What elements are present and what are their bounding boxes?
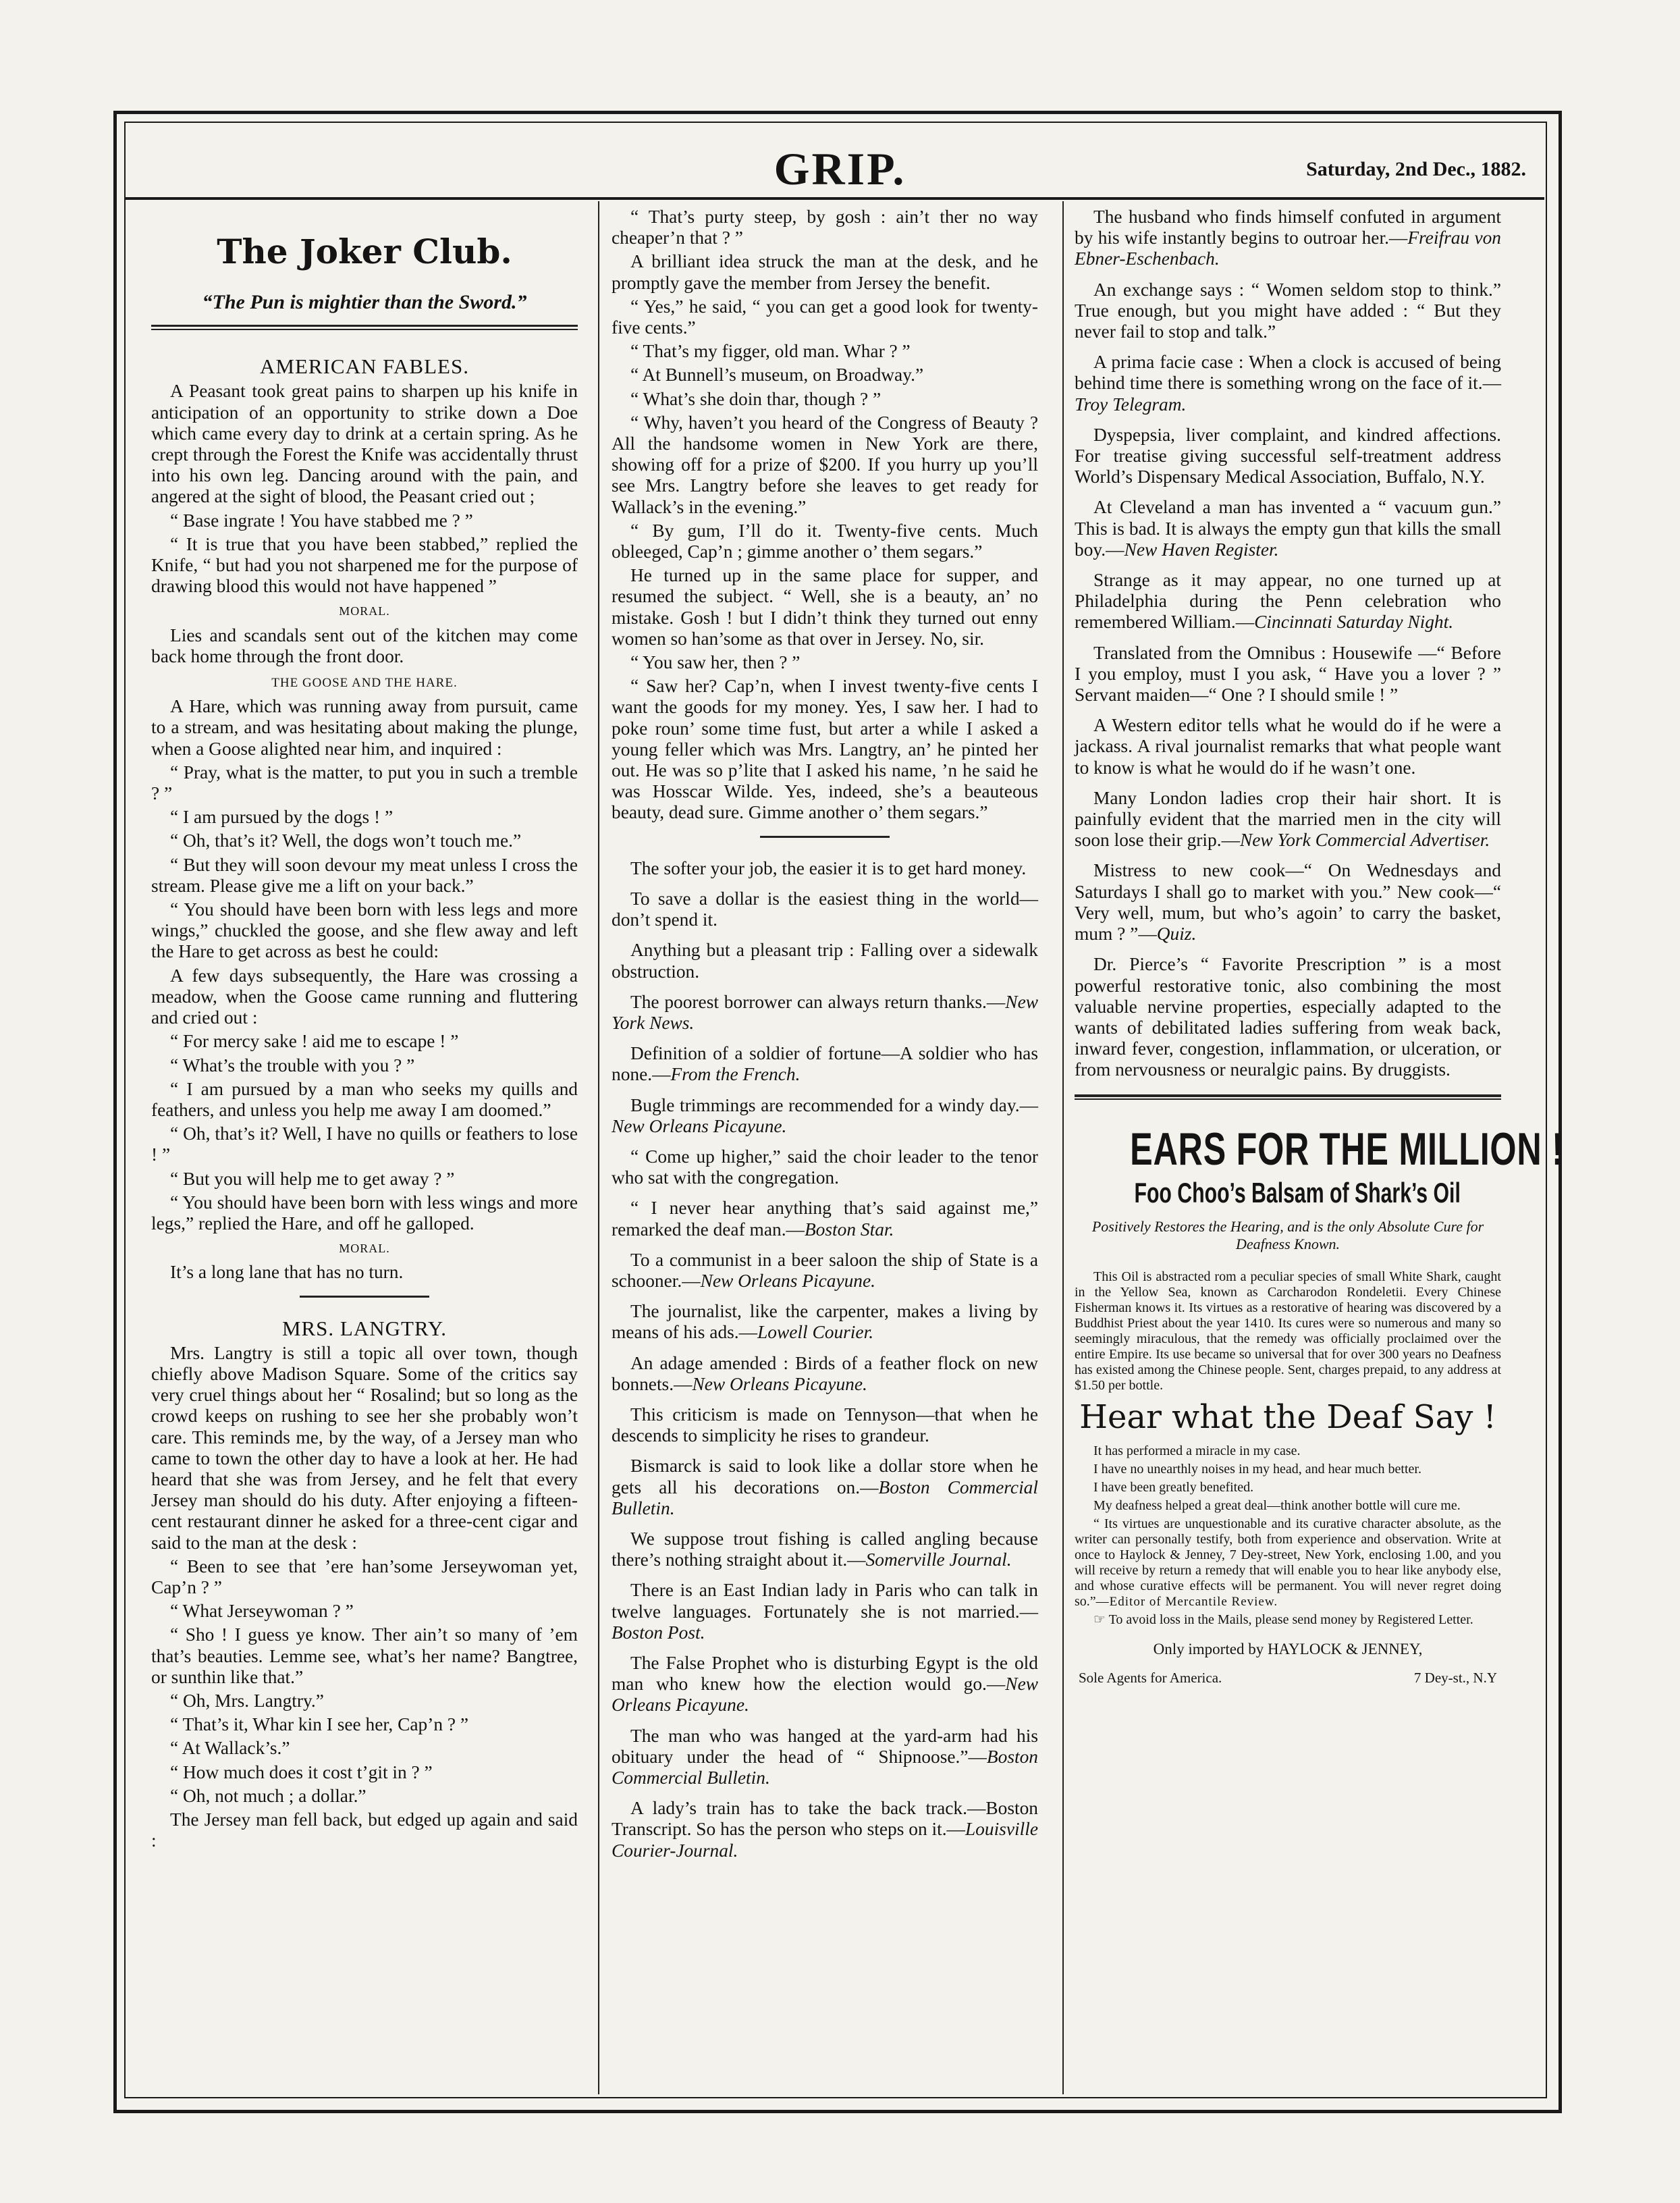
- paragraph: [612, 1529, 1038, 1570]
- paragraph-text: A prima facie case : When a clock is accused of being behind time there is something wrong on the face of it.—: [1075, 352, 1501, 394]
- paragraph: Mrs. Langtry is still a topic all over town, though chiefly above Madison Square. Some of the critics say very cruel things about her “ Rosalind; but so long as the crowd keeps on rushing to see her she probably won’t care. This reminds me, by the way, of a Jersey man who came to town the other day to have a look at her. He had heard that she was from Jersey, and he felt that every Jersey man should do his duty. After enjoying a fifteen-cent restaurant dinner he asked for a three-cent cigar and said to the man at the desk :: [151, 1342, 578, 1553]
- paragraph: [612, 1653, 1038, 1716]
- source-credit: Louisville Courier-Journal.: [612, 1819, 1038, 1861]
- paragraph: [1075, 643, 1501, 706]
- paragraph: A few days subsequently, the Hare was crossing a meadow, when the Goose came running and fluttering and cried out :: [151, 965, 578, 1028]
- paragraph: “ Yes,” he said, “ you can get a good look for twenty-five cents.”: [612, 296, 1038, 338]
- paragraph-text: Bugle trimmings are recommended for a windy day.—: [630, 1094, 1038, 1115]
- paragraph-text: A lady’s train has to take the back track.—Boston Transcript. So has the person who steps on it.—: [612, 1798, 1038, 1840]
- paragraph-text: Mistress to new cook—“ On Wednesdays and Saturdays I shall go to market with you.” New cook—“ Very well, mum, but who’s agoin’ to carry the basket, mum ? ”—: [1075, 860, 1501, 945]
- paragraph-text: The journalist, like the carpenter, makes a living by means of his ads.—: [612, 1301, 1038, 1343]
- header-rule: [126, 197, 1544, 200]
- source-credit: New Orleans Picayune.: [692, 1373, 867, 1394]
- source-credit: Quiz.: [1156, 924, 1197, 945]
- paragraph: “ But you will help me to get away ? ”: [170, 1168, 455, 1189]
- paragraph: “ At Bunnell’s museum, on Broadway.”: [630, 365, 924, 386]
- paragraph: “ But they will soon devour my meat unless I cross the stream. Please give me a lift on your back.”: [151, 854, 578, 896]
- ad-subhead: Foo Choo’s Balsam of Shark’s Oil: [1134, 1176, 1461, 1209]
- source-credit: Freifrau von Ebner-Eschenbach.: [1075, 228, 1501, 269]
- source-credit: Boston Post.: [612, 1622, 705, 1643]
- paragraph: [612, 1301, 1038, 1343]
- paragraph-list: [1075, 207, 1501, 1081]
- paragraph: [1075, 425, 1501, 488]
- ad-mail-note: ☞ To avoid loss in the Mails, please send money by Registered Letter.: [1093, 1612, 1473, 1627]
- paragraph: [612, 858, 1038, 879]
- paragraph-text: Dr. Pierce’s “ Favorite Prescription ” is a most powerful restorative tonic, also combining the most valuable nervine properties, especially adapted to the wants of debilitated ladies suffering from weak back, inward fever, congestion, inflammation, or ulceration, or from nervousness or neuralgic pains. By druggists.: [1075, 954, 1501, 1080]
- paragraph: “ What Jerseywoman ? ”: [170, 1601, 354, 1622]
- ad-footer-right: 7 Dey-st., N.Y: [1413, 1669, 1497, 1686]
- paragraph: “ Been to see that ’ere han’some Jerseywoman yet, Cap’n ? ”: [151, 1556, 578, 1597]
- section-rule: [151, 325, 578, 330]
- paragraph: “ Oh, Mrs. Langtry.”: [170, 1690, 324, 1711]
- paragraph-text: There is an East Indian lady in Paris who can talk in twelve languages. Fortunately she is not married.—: [612, 1580, 1038, 1622]
- paragraph-text: An exchange says : “ Women seldom stop to think.” True enough, but you might have added : “ But they never fail to stop and talk.”: [1075, 279, 1501, 342]
- ad-endorsement-text: “ Its virtues are unquestionable and its curative character absolute, as the writer can personally testify, both from experience and observation. Write at once to Haylock & Jenney, 7 Dey-street, New York, enclosing 1.00, and you will receive by return a remedy that will enable you to hear like anybody else, and whose curative effects will be permanent. You will never regret doing so.”: [1075, 1516, 1501, 1609]
- source-credit: Boston Commercial Bulletin.: [612, 1746, 1038, 1788]
- paragraph-text: Strange as it may appear, no one turned up at Philadelphia during the Penn celebration who remembered William.—: [1075, 570, 1501, 633]
- column-1: [151, 207, 578, 1854]
- paragraph: [612, 1250, 1038, 1292]
- paragraph: [1075, 207, 1501, 270]
- paragraph: [612, 1198, 1038, 1240]
- column-2: [612, 207, 1038, 1864]
- paragraph: [612, 1456, 1038, 1519]
- ad-tagline: Positively Restores the Hearing, and is the only Absolute Cure for Deafness Known.: [1091, 1217, 1484, 1252]
- advertisement-rule: [1075, 1094, 1501, 1100]
- article-heading: MRS. LANGTRY.: [281, 1316, 448, 1340]
- paragraph: “ You should have been born with less legs and more wings,” chuckled the goose, and she flew away and left the Hare to get across as best he could:: [151, 899, 578, 962]
- paragraph: A brilliant idea struck the man at the desk, and he promptly gave the member from Jersey the benefit.: [612, 251, 1038, 293]
- paragraph-text: We suppose trout fishing is called angling because there’s nothing straight about it.—: [612, 1528, 1038, 1570]
- source-credit: New York Commercial Advertiser.: [1239, 830, 1490, 851]
- paragraph-text: To save a dollar is the easiest thing in the world—don’t spend it.: [612, 888, 1038, 930]
- advertisement: [1075, 1123, 1564, 1689]
- paragraph: [612, 1404, 1038, 1446]
- ad-testimonial: It has performed a miracle in my case.: [1093, 1443, 1301, 1458]
- moral-text: It’s a long lane that has no turn.: [170, 1262, 404, 1283]
- paragraph-text: “ Come up higher,” said the choir leader to the tenor who sat with the congregation.: [612, 1146, 1038, 1188]
- paragraph-text: Translated from the Omnibus : Housewife —“ Before I you employ, must I you ask, “ Have you a lover ? ” Servant maiden—“ One ? I should smile ! ”: [1075, 642, 1501, 706]
- paragraph: [612, 1043, 1038, 1085]
- column-3: [1075, 207, 1564, 1689]
- section-title: The Joker Club.: [217, 232, 512, 271]
- paragraph: “ That’s it, Whar kin I see her, Cap’n ? ”: [170, 1714, 469, 1735]
- paragraph-text: A Western editor tells what he would do if he were a jackass. A rival journalist remarks that what people want to know is what he would do if he wasn’t one.: [1075, 715, 1501, 778]
- source-credit: Troy Telegram.: [1075, 394, 1187, 415]
- paragraph: “ That’s purty steep, by gosh : ain’t ther no way cheaper’n that ? ”: [612, 207, 1038, 248]
- paragraph: [612, 1726, 1038, 1789]
- paragraph: “ I am pursued by the dogs ! ”: [170, 807, 394, 828]
- ad-testimonial: I have been greatly benefited.: [1093, 1479, 1254, 1495]
- paragraph: “ Oh, that’s it? Well, I have no quills or feathers to lose ! ”: [151, 1123, 578, 1165]
- source-credit: Cincinnati Saturday Night.: [1254, 612, 1454, 633]
- section-motto: “The Pun is mightier than the Sword.”: [202, 291, 527, 313]
- paragraph: “ What’s she doin thar, though ? ”: [630, 388, 882, 409]
- masthead-title: GRIP.: [774, 143, 906, 194]
- paragraph: [612, 1798, 1038, 1861]
- paragraph: [612, 1146, 1038, 1188]
- article-langtry: [151, 1343, 578, 1852]
- article-langtry-continued: [612, 207, 1038, 824]
- source-credit: Boston Star.: [804, 1219, 894, 1240]
- moral-text: Lies and scandals sent out of the kitchen may come back home through the front door.: [151, 625, 578, 666]
- paragraph: [1075, 788, 1501, 851]
- ad-endorsement: [1075, 1516, 1501, 1610]
- ad-footer-left: Sole Agents for America.: [1079, 1669, 1222, 1686]
- paragraph: “ Oh, not much ; a dollar.”: [170, 1785, 367, 1806]
- paragraph: A Hare, which was running away from pursuit, came to a stream, and was hesitating about making the plunge, when a Goose alighted near him, and inquired :: [151, 696, 578, 759]
- paragraph-text: Dyspepsia, liver complaint, and kindred affections. For treatise giving successful self-treatment address World’s Dispensary Medical Association, Buffalo, N.Y.: [1075, 424, 1501, 487]
- paragraph-text: To a communist in a beer saloon the ship of State is a schooner.—: [612, 1249, 1038, 1291]
- paragraph: [612, 1095, 1038, 1137]
- paragraph-text: The False Prophet who is disturbing Egypt is the old man who knew how the election would go.—: [612, 1652, 1038, 1695]
- fable-heading: THE GOOSE AND THE HARE.: [271, 676, 458, 691]
- paragraph-text: Anything but a pleasant trip : Falling over a sidewalk obstruction.: [612, 940, 1038, 982]
- paragraph: “ For mercy sake ! aid me to escape ! ”: [170, 1031, 459, 1052]
- paragraph: He turned up in the same place for supper, and resumed the subject. “ Well, she is a beauty, an’ no mistake. Gosh ! but I didn’t think they turned out enny women so han’some as that over in Jersey. No, sir.: [612, 565, 1038, 649]
- paragraph: [1075, 280, 1501, 343]
- ad-testimonial: My deafness helped a great deal—think another bottle will cure me.: [1093, 1497, 1461, 1513]
- paragraph-text: An adage amended : Birds of a feather flock on new bonnets.—: [612, 1352, 1038, 1394]
- paragraph-text: Bismarck is said to look like a dollar store when he gets all his decorations on.—: [612, 1456, 1038, 1497]
- paragraph: “ Saw her? Cap’n, when I invest twenty-five cents I want the goods for my money. Yes, I saw her. I had to poke roun’ some time fust, but arter a while I asked a young feller which was Mrs. Langtry, an’ he pinted her out. He was so p’lite that I asked his name, ’n he said he was Hosscar Wilde. Yes, indeed, she’s a beauteous beauty, dead sure. Gimme another o’ them segars.”: [612, 676, 1038, 823]
- divider: [760, 836, 890, 838]
- paragraph: A Peasant took great pains to sharpen up his knife in anticipation of an opportunity to strike down a Doe which came every day to drink at a certain spring. As he crept through the Forest the Knife was accidentally thrust into his own leg. Dancing around with the pain, and angered at the sight of blood, the Peasant cried out ;: [151, 381, 578, 507]
- paragraph: “ That’s my figger, old man. Whar ? ”: [630, 341, 911, 362]
- paragraph-text: At Cleveland a man has invented a “ vacuum gun.” This is bad. It is always the empty gun that kills the small boy.—: [1075, 497, 1501, 560]
- paragraph-text: The softer your job, the easier it is to get hard money.: [630, 857, 1027, 878]
- source-credit: New Orleans Picayune.: [700, 1270, 876, 1291]
- source-credit: Somerville Journal.: [865, 1549, 1012, 1570]
- ad-testimonial: I have no unearthly noises in my head, and hear much better.: [1093, 1461, 1421, 1477]
- paragraph: “ At Wallack’s.”: [170, 1738, 290, 1759]
- paragraph-text: Many London ladies crop their hair short. It is painfully evident that the married men in the city will soon lose their grip.—: [1075, 787, 1501, 851]
- source-credit: New Orleans Picayune.: [612, 1115, 787, 1136]
- ad-agents: Only imported by HAYLOCK & JENNEY,: [1153, 1640, 1423, 1657]
- paragraph: “ You should have been born with less wings and more legs,” replied the Hare, and off he galloped.: [151, 1192, 578, 1233]
- source-credit: From the French.: [670, 1064, 801, 1085]
- source-credit: Boston Commercial Bulletin.: [612, 1477, 1038, 1518]
- ad-endorser: —Editor of Mercantile Review.: [1095, 1594, 1278, 1609]
- column-rule-2: [1062, 201, 1064, 2094]
- paragraph: [1075, 954, 1501, 1080]
- paragraph: [1075, 497, 1501, 560]
- paragraph: [612, 940, 1038, 982]
- moral-label: MORAL.: [339, 604, 390, 618]
- paragraph: “ I am pursued by a man who seeks my quills and feathers, and unless you help me away I am doomed.”: [151, 1078, 578, 1120]
- fable-peasant: [151, 381, 578, 597]
- paragraph-text: The poorest borrower can always return thanks.—: [630, 991, 1006, 1012]
- paragraph: [612, 1353, 1038, 1395]
- ad-heading-2: Hear what the Deaf Say !: [1079, 1398, 1496, 1436]
- paragraph: “ By gum, I’ll do it. Twenty-five cents. Much obleeged, Cap’n ; gimme another o’ them segars.”: [612, 520, 1038, 562]
- paragraph: [612, 888, 1038, 930]
- paragraph: “ Why, haven’t you heard of the Congress of Beauty ? All the handsome women in New York are there, showing off for a prize of $200. If you hurry up you’ll see Mrs. Langtry before she leaves to get ready for Wallack’s in the evening.”: [612, 412, 1038, 517]
- paragraph: [1075, 570, 1501, 633]
- column-rule-1: [598, 201, 599, 2094]
- paragraph-text: Definition of a soldier of fortune—A soldier who has none.—: [612, 1043, 1038, 1085]
- ad-testimonials: [1075, 1443, 1501, 1514]
- paragraph: [1075, 860, 1501, 945]
- paragraph-list: [612, 858, 1038, 1861]
- paragraph: “ Pray, what is the matter, to put you in such a tremble ? ”: [151, 762, 578, 804]
- paragraph: “ How much does it cost t’git in ? ”: [170, 1761, 433, 1782]
- paragraph: “ Oh, that’s it? Well, the dogs won’t touch me.”: [170, 830, 522, 851]
- source-credit: New Haven Register.: [1124, 539, 1279, 560]
- source-credit: New Orleans Picayune.: [612, 1674, 1038, 1716]
- paragraph-text: The man who was hanged at the yard-arm had his obituary under the head of “ Shipnoose.”—: [612, 1725, 1038, 1767]
- paragraph: The Jersey man fell back, but edged up again and said :: [151, 1809, 578, 1851]
- paragraph: “ Base ingrate ! You have stabbed me ? ”: [170, 510, 473, 531]
- source-credit: Lowell Courier.: [757, 1322, 874, 1343]
- paragraph-text: This criticism is made on Tennyson—that when he descends to simplicity he rises to grandeur.: [612, 1404, 1038, 1446]
- paragraph-text: “ I never hear anything that’s said against me,” remarked the deaf man.—: [612, 1198, 1038, 1240]
- paragraph: “ You saw her, then ? ”: [630, 652, 801, 673]
- fable-goose-hare: [151, 696, 578, 1234]
- paragraph: [612, 1580, 1038, 1643]
- paragraph: [1075, 715, 1501, 778]
- paragraph: “ Sho ! I guess ye know. Ther ain’t so many of ’em that’s beauties. Lemme see, what’s her name? Bangtree, or sunthin like that.”: [151, 1624, 578, 1687]
- paragraph: [1075, 352, 1501, 415]
- divider: [300, 1296, 429, 1298]
- paragraph: [612, 992, 1038, 1034]
- ad-body: This Oil is abstracted rom a peculiar species of small White Shark, caught in the Yellow Sea, known as Carcharodon Rondeletii. Every Chinese Fisherman knows it. Its virtues as a restorative of hearing was discovered by a Buddhist Priest about the year 1410. Its cures were so numerous and many so seemingly miraculous, that the remedy was officially proclaimed over the entire Empire. Its use became so universal that for over 300 years no Deafness has existed among the Chinese people. Sent, charges prepaid, to any address at $1.50 per bottle.: [1075, 1269, 1501, 1393]
- paragraph: “ What’s the trouble with you ? ”: [170, 1055, 415, 1076]
- source-credit: New York News.: [612, 991, 1038, 1033]
- moral-label: MORAL.: [339, 1242, 390, 1256]
- ad-footer: [1079, 1668, 1497, 1689]
- article-heading: AMERICAN FABLES.: [260, 354, 469, 379]
- paragraph: “ It is true that you have been stabbed,” replied the Knife, “ but had you not sharpened me for the purpose of drawing blood this would not have happened ”: [151, 533, 578, 597]
- paragraph-text: The husband who finds himself confuted in argument by his wife instantly begins to outroar her.—: [1075, 207, 1501, 248]
- ad-headline: EARS FOR THE MILLION !: [1130, 1123, 1564, 1175]
- dateline: Saturday, 2nd Dec., 1882.: [1306, 158, 1526, 180]
